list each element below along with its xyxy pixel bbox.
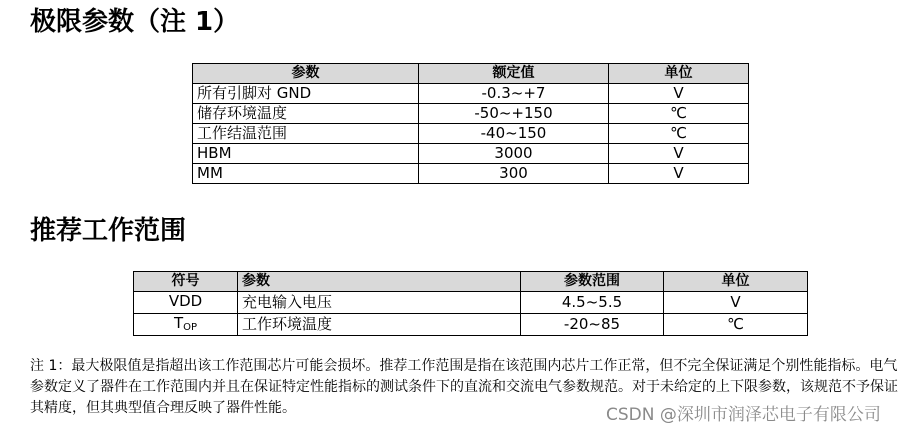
unit-cell: ℃ — [609, 104, 749, 124]
param-cell: 所有引脚对 GND — [193, 84, 419, 104]
table-row — [134, 314, 808, 336]
param-cell: 充电输入电压 — [238, 292, 521, 314]
rating-cell: -50~+150 — [419, 104, 609, 124]
unit-cell: V — [609, 164, 749, 184]
table-row — [193, 84, 749, 104]
param-cell: MM — [193, 164, 419, 184]
range-cell: -20~85 — [521, 314, 664, 336]
footnote: 注 1：最大极限值是指超出该工作范围芯片可能会损坏。推荐工作范围是指在该范围内芯片工作正常，但不完全保证满足个别性能指标。电气参数定义了器件在工作范围内并且在保证特定性能指标的测试条件下的直流和交流电气参数规范。对于未给定的上下限参数，该规范不予保证其精度，但其典型值合理反映了器件性能。 — [30, 358, 898, 416]
column-header: 符号 — [134, 272, 238, 292]
unit-cell: ℃ — [664, 314, 808, 336]
symbol-subscript: OP — [183, 322, 198, 333]
column-header: 单位 — [664, 272, 808, 292]
column-header: 参数范围 — [521, 272, 664, 292]
table-row — [193, 144, 749, 164]
column-header: 额定值 — [419, 64, 609, 84]
rating-cell: -0.3~+7 — [419, 84, 609, 104]
recommended-range-table — [133, 271, 808, 336]
watermark: CSDN @深圳市润泽芯电子有限公司 — [606, 400, 881, 425]
table-header-row — [134, 272, 808, 292]
rating-cell: 3000 — [419, 144, 609, 164]
unit-cell: V — [664, 292, 808, 314]
unit-cell: ℃ — [609, 124, 749, 144]
symbol-text: VDD — [168, 292, 203, 310]
unit-cell: V — [609, 84, 749, 104]
param-cell: 工作结温范围 — [193, 124, 419, 144]
column-header: 参数 — [193, 64, 419, 84]
table-row — [193, 124, 749, 144]
table-header-row — [193, 64, 749, 84]
absolute-max-table — [192, 63, 749, 184]
param-cell: 工作环境温度 — [238, 314, 521, 336]
column-header: 单位 — [609, 64, 749, 84]
table-row — [193, 164, 749, 184]
rating-cell: 300 — [419, 164, 609, 184]
range-cell: 4.5~5.5 — [521, 292, 664, 314]
symbol-cell — [134, 292, 238, 314]
column-header: 参数 — [238, 272, 521, 292]
recommended-range-title: 推荐工作范围 — [30, 216, 187, 246]
table-row — [193, 104, 749, 124]
param-cell: 储存环境温度 — [193, 104, 419, 124]
unit-cell: V — [609, 144, 749, 164]
param-cell: HBM — [193, 144, 419, 164]
symbol-text: T — [173, 314, 184, 332]
symbol-cell — [134, 314, 238, 336]
absolute-max-title: 极限参数（注 1） — [30, 7, 240, 37]
table-row — [134, 292, 808, 314]
rating-cell: -40~150 — [419, 124, 609, 144]
